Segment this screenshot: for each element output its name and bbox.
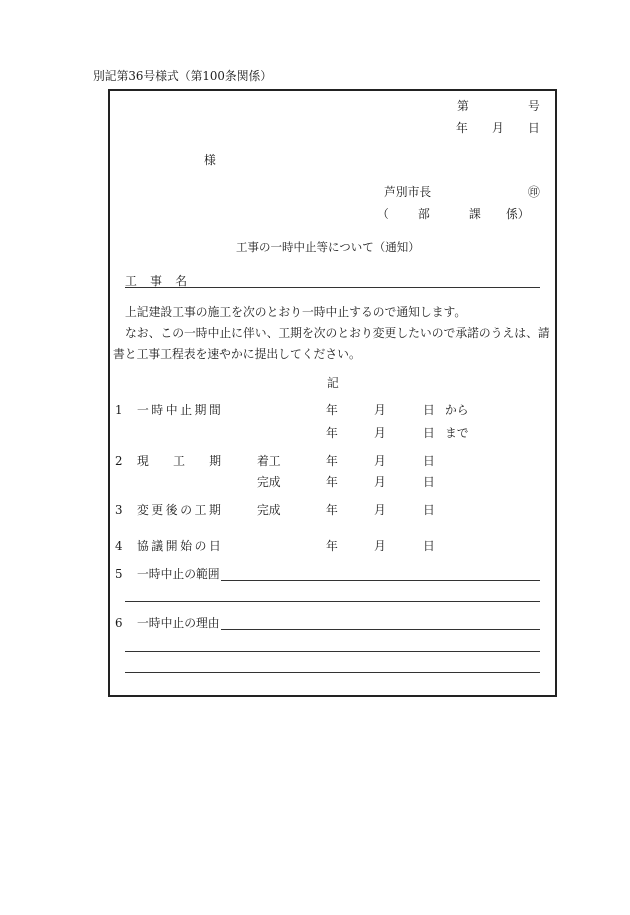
date-month: 月 bbox=[374, 475, 386, 489]
form-frame bbox=[108, 89, 557, 697]
date-month: 月 bbox=[374, 403, 386, 417]
issue-date-month: 月 bbox=[492, 121, 504, 135]
date-day: 日 bbox=[423, 454, 435, 468]
reference-number-suffix: 号 bbox=[528, 99, 540, 113]
project-name-line bbox=[125, 287, 540, 288]
date-year: 年 bbox=[326, 403, 338, 417]
item-label-consultation-start: 協議開始の日 bbox=[137, 539, 224, 553]
department-ka: 課 bbox=[469, 207, 481, 221]
item-number: 5 bbox=[115, 567, 123, 581]
department-open-paren: （ bbox=[377, 207, 389, 221]
department-kakari: 係） bbox=[506, 207, 530, 221]
addressee-honorific: 様 bbox=[204, 153, 216, 167]
date-year: 年 bbox=[326, 503, 338, 517]
reason-line bbox=[125, 672, 540, 673]
body-line-2: なお、この一時中止に伴い、工期を次のとおり変更したいので承諾のうえは、請 bbox=[125, 326, 550, 340]
date-from-suffix: から bbox=[445, 403, 469, 417]
item-label-revised-period: 変更後の工期 bbox=[137, 503, 224, 517]
seal-mark: ㊞ bbox=[528, 185, 540, 199]
department-bu: 部 bbox=[418, 207, 430, 221]
date-month: 月 bbox=[374, 539, 386, 553]
reason-line bbox=[221, 629, 540, 630]
date-month: 月 bbox=[374, 426, 386, 440]
item-label-suspension-reason: 一時中止の理由 bbox=[137, 616, 220, 630]
date-day: 日 bbox=[423, 503, 435, 517]
date-day: 日 bbox=[423, 426, 435, 440]
date-day: 日 bbox=[423, 539, 435, 553]
item-label-suspension-scope: 一時中止の範囲 bbox=[137, 567, 220, 581]
ki-heading: 記 bbox=[327, 376, 339, 390]
date-year: 年 bbox=[326, 475, 338, 489]
date-year: 年 bbox=[326, 454, 338, 468]
item-number: 3 bbox=[115, 503, 123, 517]
form-label: 別記第36号様式（第100条関係） bbox=[93, 69, 273, 83]
scope-line bbox=[221, 580, 540, 581]
date-day: 日 bbox=[423, 475, 435, 489]
date-day: 日 bbox=[423, 403, 435, 417]
date-year: 年 bbox=[326, 539, 338, 553]
item-label-current-period: 現工期 bbox=[137, 454, 246, 468]
scope-line bbox=[125, 601, 540, 602]
sender-title: 芦別市長 bbox=[384, 185, 432, 199]
item-number: 6 bbox=[115, 616, 123, 630]
reason-line bbox=[125, 651, 540, 652]
body-line-1: 上記建設工事の施工を次のとおり一時中止するので通知します。 bbox=[125, 305, 467, 319]
reference-number-prefix: 第 bbox=[457, 99, 469, 113]
item-number: 1 bbox=[115, 403, 123, 417]
date-year: 年 bbox=[326, 426, 338, 440]
document-title: 工事の一時中止等について（通知） bbox=[236, 240, 420, 254]
date-until-suffix: まで bbox=[445, 426, 469, 440]
issue-date-year: 年 bbox=[456, 121, 468, 135]
body-line-3: 書と工事工程表を速やかに提出してください。 bbox=[113, 347, 361, 361]
start-label: 着工 bbox=[257, 454, 281, 468]
item-label-suspension-period: 一時中止期間 bbox=[137, 403, 224, 417]
date-month: 月 bbox=[374, 503, 386, 517]
item-number: 2 bbox=[115, 454, 123, 468]
completion-label: 完成 bbox=[257, 475, 281, 489]
item-number: 4 bbox=[115, 539, 123, 553]
project-name-label: 工事名 bbox=[125, 274, 201, 288]
date-month: 月 bbox=[374, 454, 386, 468]
issue-date-day: 日 bbox=[528, 121, 540, 135]
completion-label: 完成 bbox=[257, 503, 281, 517]
